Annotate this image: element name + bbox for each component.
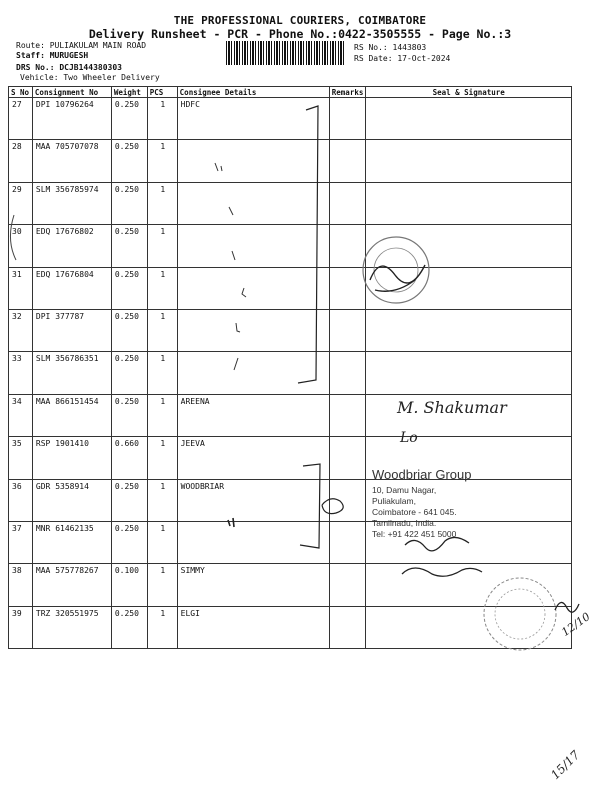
- handwritten-signature: M. Shakumar: [397, 398, 507, 417]
- col-consignee: Consignee Details: [177, 87, 329, 98]
- woodbriar-address-line: Tel: +91 422 451 5000: [372, 529, 457, 539]
- weight-cell: 0.250: [111, 394, 147, 436]
- pcs-cell: 1: [147, 309, 177, 351]
- pcs-cell: 1: [147, 606, 177, 648]
- drs-number: DRS No.: DCJB144380303: [16, 63, 122, 72]
- handwritten-arrow: [322, 499, 343, 514]
- consignee-cell: SIMMY: [177, 564, 329, 606]
- pcs-cell: 1: [147, 267, 177, 309]
- consignment-number-cell: DPI 377787: [32, 309, 111, 351]
- sno-cell: 33: [9, 352, 33, 394]
- consignment-number-cell: MNR 61462135: [32, 521, 111, 563]
- handwritten-bracket: [298, 106, 318, 383]
- sno-cell: 37: [9, 521, 33, 563]
- col-remarks: Remarks: [329, 87, 366, 98]
- consignment-number-cell: RSP 1901410: [32, 437, 111, 479]
- woodbriar-address-line: Coimbatore - 641 045.: [372, 507, 457, 517]
- handwritten-tick: [215, 163, 222, 171]
- consignment-number-cell: MAA 866151454: [32, 394, 111, 436]
- col-consignment: Consignment No: [32, 87, 111, 98]
- weight-cell: 0.660: [111, 437, 147, 479]
- handwritten-tick: [228, 518, 234, 527]
- handwritten-tick: [229, 207, 233, 215]
- sno-cell: 38: [9, 564, 33, 606]
- col-weight: Weight: [111, 87, 147, 98]
- consignment-number-cell: MAA 705707078: [32, 140, 111, 182]
- col-pcs: PCS: [147, 87, 177, 98]
- handwritten-bracket: [300, 464, 320, 548]
- consignee-cell: WOODBRIAR: [177, 479, 329, 521]
- sno-cell: 34: [9, 394, 33, 436]
- margin-mark: [10, 215, 16, 260]
- sno-cell: 36: [9, 479, 33, 521]
- handwritten-tick: [236, 323, 240, 332]
- pcs-cell: 1: [147, 479, 177, 521]
- weight-cell: 0.250: [111, 182, 147, 224]
- sno-cell: 30: [9, 225, 33, 267]
- consignment-number-cell: GDR 5358914: [32, 479, 111, 521]
- consignment-number-cell: EDQ 17676802: [32, 225, 111, 267]
- sno-cell: 27: [9, 98, 33, 140]
- sno-cell: 32: [9, 309, 33, 351]
- weight-cell: 0.100: [111, 564, 147, 606]
- weight-cell: 0.250: [111, 140, 147, 182]
- handwritten-tick: [242, 288, 246, 297]
- pcs-cell: 1: [147, 352, 177, 394]
- consignment-number-cell: SLM 356785974: [32, 182, 111, 224]
- route-info: Route: PULIAKULAM MAIN ROAD: [16, 41, 147, 50]
- woodbriar-address-line: Tamilnadu, India.: [372, 518, 437, 528]
- handwritten-tick: [234, 358, 238, 370]
- consignee-cell: HDFC: [177, 98, 329, 140]
- col-seal-signature: Seal & Signature: [366, 87, 572, 98]
- woodbriar-address-line: 10, Damu Nagar,: [372, 485, 437, 495]
- consignee-cell: JEEVA: [177, 437, 329, 479]
- runsheet-subtitle: Delivery Runsheet - PCR - Phone No.:0422-3505555 - Page No.:3: [88, 27, 512, 41]
- handwritten-signature-scribble: [402, 537, 482, 576]
- weight-cell: 0.250: [111, 352, 147, 394]
- weight-cell: 0.250: [111, 98, 147, 140]
- handwritten-tick: [232, 251, 235, 260]
- pcs-cell: 1: [147, 140, 177, 182]
- consignment-number-cell: EDQ 17676804: [32, 267, 111, 309]
- vehicle-info: Vehicle: Two Wheeler Delivery: [20, 73, 160, 82]
- handwritten-page-note: 15/17: [548, 747, 583, 783]
- weight-cell: 0.250: [111, 309, 147, 351]
- handwritten-signature: Lo: [400, 430, 418, 446]
- col-sno: S No: [9, 87, 33, 98]
- weight-cell: 0.250: [111, 606, 147, 648]
- weight-cell: 0.250: [111, 521, 147, 563]
- company-title: THE PROFESSIONAL COURIERS, COIMBATORE: [173, 14, 427, 27]
- pcs-cell: 1: [147, 182, 177, 224]
- sno-cell: 31: [9, 267, 33, 309]
- consignee-cell: ELGI: [177, 606, 329, 648]
- rs-number: RS No.: 1443803: [354, 43, 427, 52]
- handwritten-date-note: 12/10: [559, 610, 593, 639]
- consignment-number-cell: MAA 575778267: [32, 564, 111, 606]
- pcs-cell: 1: [147, 394, 177, 436]
- courier-round-seal: [363, 237, 429, 303]
- sno-cell: 29: [9, 182, 33, 224]
- weight-cell: 0.250: [111, 267, 147, 309]
- courier-round-seal: [484, 578, 556, 650]
- consignment-number-cell: SLM 356786351: [32, 352, 111, 394]
- consignment-number-cell: DPI 10796264: [32, 98, 111, 140]
- woodbriar-address-line: Puliakulam,: [372, 496, 416, 506]
- pcs-cell: 1: [147, 521, 177, 563]
- staff-info: Staff: MURUGESH: [16, 51, 89, 60]
- woodbriar-stamp-name: Woodbriar Group: [372, 467, 472, 482]
- handwritten-signature-scribble: [555, 602, 579, 612]
- sno-cell: 28: [9, 140, 33, 182]
- pcs-cell: 1: [147, 98, 177, 140]
- weight-cell: 0.250: [111, 479, 147, 521]
- rs-date: RS Date: 17-Oct-2024: [354, 54, 451, 63]
- weight-cell: 0.250: [111, 225, 147, 267]
- sno-cell: 35: [9, 437, 33, 479]
- pcs-cell: 1: [147, 437, 177, 479]
- sno-cell: 39: [9, 606, 33, 648]
- consignment-number-cell: TRZ 320551975: [32, 606, 111, 648]
- pcs-cell: 1: [147, 564, 177, 606]
- consignee-cell: AREENA: [177, 394, 329, 436]
- pcs-cell: 1: [147, 225, 177, 267]
